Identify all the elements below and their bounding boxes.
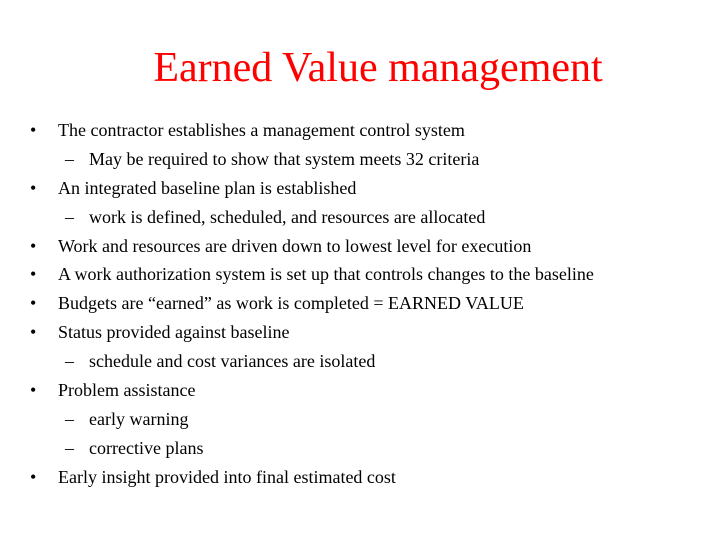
bullet-text: A work authorization system is set up that controls changes to the baseline [58,264,594,285]
sub-bullet-item [0,203,720,232]
bullet-marker: • [30,322,37,343]
sub-bullet-marker: – [65,148,74,169]
sub-bullet-marker: – [65,408,74,429]
bullet-text: schedule and cost variances are isolated [89,351,376,372]
sub-bullet-item [0,434,720,463]
bullet-marker: • [30,380,37,401]
bullet-text: May be required to show that system meets 32 criteria [89,148,480,169]
sub-bullet-item [0,347,720,376]
bullet-item [0,260,720,289]
bullet-item [0,232,720,261]
bullet-text: corrective plans [89,437,204,458]
sub-bullet-marker: – [65,206,74,227]
slide-title: Earned Value management [153,45,603,91]
bullet-marker: • [30,466,37,487]
bullet-text: The contractor establishes a management control system [58,120,465,140]
bullet-marker: • [30,264,37,285]
bullet-marker: • [30,120,37,140]
bullet-item [0,463,720,492]
sub-bullet-marker: – [65,351,74,372]
bullet-text: early warning [89,408,189,429]
bullet-text: Early insight provided into final estimated cost [58,466,396,487]
sub-bullet-item [0,145,720,174]
bullet-item [0,174,720,203]
bullet-item [0,289,720,318]
sub-bullet-marker: – [65,437,74,458]
bullet-marker: • [30,177,37,198]
bullet-list [0,116,720,492]
bullet-marker: • [30,235,37,256]
bullet-text: Problem assistance [58,380,196,401]
bullet-text: work is defined, scheduled, and resources are allocated [89,206,486,227]
bullet-text: An integrated baseline plan is established [58,177,357,198]
bullet-item [0,318,720,347]
bullet-text: Budgets are “earned” as work is completed = EARNED VALUE [58,293,524,314]
bullet-item [0,116,720,145]
bullet-item [0,376,720,405]
bullet-marker: • [30,293,37,314]
bullet-text: Work and resources are driven down to lowest level for execution [58,235,532,256]
sub-bullet-item [0,405,720,434]
bullet-text: Status provided against baseline [58,322,290,343]
